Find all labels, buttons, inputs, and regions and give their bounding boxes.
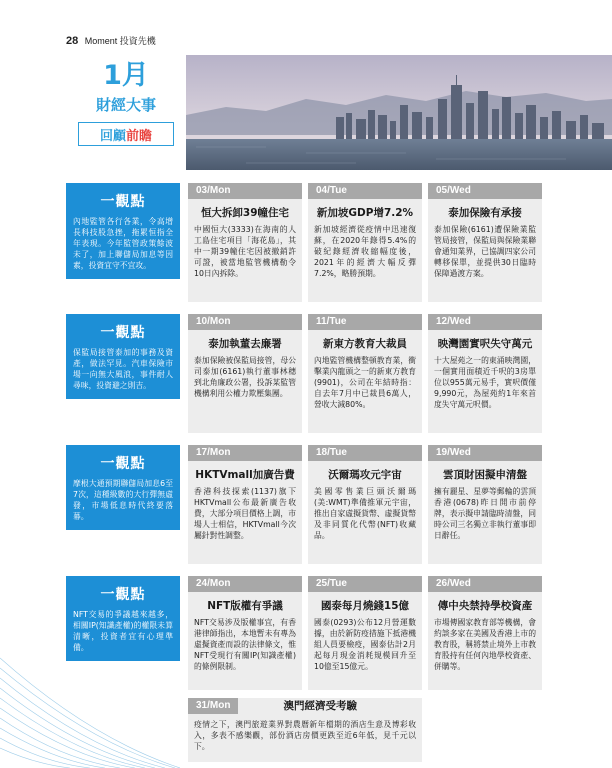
event-title: 雲頂財困擬申清盤 xyxy=(443,469,527,481)
event-card xyxy=(428,445,542,564)
event-date: 24/Mon xyxy=(188,576,302,592)
event-card xyxy=(308,445,422,564)
event-title: 國泰每月燒錢15億 xyxy=(320,600,410,612)
event-text: 內地監管機構整頓教育業，衝擊業內龍頭之一的新東方教育(9901)，公司在年結時指：自去年7月中已裁員6萬人，營收大減80%。 xyxy=(314,356,416,409)
event-card xyxy=(188,183,302,302)
point-box-1 xyxy=(66,183,180,279)
point-text: NFT交易的爭議越來越多，相關IP(知識產權)的權限未算清晰，投資者宜有心理準備。 xyxy=(73,610,173,652)
point-box-3 xyxy=(66,445,180,530)
event-card xyxy=(308,314,422,433)
point-text: 保監局接管泰加的事務及資產，做法罕見。汽車保險市場一向無大風浪，事件耐人尋味，投資避之則吉。 xyxy=(73,348,173,390)
event-title: 映灣園實呎失守萬元 xyxy=(437,338,533,350)
event-date: 04/Tue xyxy=(308,183,422,199)
point-title: 一觀點 xyxy=(100,194,146,210)
event-date: 10/Mon xyxy=(188,314,302,330)
event-date: 26/Wed xyxy=(428,576,542,592)
review-highlight: 前瞻 xyxy=(126,128,153,144)
event-date: 12/Wed xyxy=(428,314,542,330)
point-title: 一觀點 xyxy=(100,325,146,341)
page-number: 28 xyxy=(66,35,79,47)
event-date: 11/Tue xyxy=(308,314,422,330)
event-card xyxy=(428,183,542,302)
event-title: 傳中央禁持學校資產 xyxy=(437,600,533,612)
event-card xyxy=(308,576,422,690)
event-header xyxy=(188,698,422,714)
event-date: 19/Wed xyxy=(428,445,542,461)
event-title: 泰加保險有承接 xyxy=(448,207,522,219)
blue-curved-lines-icon xyxy=(0,618,180,768)
event-text: 美國零售業巨頭沃爾瑪(美:WMT)準備推軍元宇宙，推出自家虛擬貨幣、虛擬貨幣及非同質化代幣(NFT)收藏品。 xyxy=(314,487,416,540)
point-text: 內地監管各行各業，令高增長科技股急挫，拖累恒指全年表現。今年監管政策餘波未了，加上聯儲局加息等因素，投資宜守不宜攻。 xyxy=(73,217,173,270)
event-text: NFT交易涉及版權事宜，有香港律師指出，本地暫未有專為虛擬資產而設的法律條文，惟NFT受現行有關IP(知識產權)的條例限制。 xyxy=(194,618,296,671)
event-text: 疫情之下，澳門旅遊業界對農曆新年檔期的酒店生意及博彩收入，多表不感樂觀，部份酒店房價更跌至近6年低，見千元以下。 xyxy=(194,720,416,751)
event-title: 澳門經濟受考驗 xyxy=(238,698,422,714)
event-text: 泰加保險被保監局接管，母公司泰加(6161)執行董事林穗到北角廉政公署，投訴某監管機構利用公權力欺壓集團。 xyxy=(194,356,296,398)
event-card-wide xyxy=(188,698,422,762)
event-date: 17/Mon xyxy=(188,445,302,461)
point-title: 一觀點 xyxy=(100,456,146,472)
event-text: 十大屋苑之一的東涌映灣園，一個實用面積近千呎的3房單位以955萬元易手，實呎價僅9,990元，為屋苑約1年來首度失守萬元呎價。 xyxy=(434,356,536,409)
event-card xyxy=(188,314,302,433)
month-title: 1月 xyxy=(103,60,149,91)
event-card xyxy=(188,445,302,564)
event-text: 新加坡經濟從疫情中迅速復蘇，在2020年錄得5.4%的破紀錄經濟收縮幅度後，2021年的經濟大幅反彈7.2%，略勝預期。 xyxy=(314,225,416,278)
event-title: 新東方教育大裁員 xyxy=(323,338,407,350)
event-title: NFT版權有爭議 xyxy=(207,600,283,612)
point-box-2 xyxy=(66,314,180,399)
event-text: 香港科技探索(1137)旗下HKTVmall公布最新廣告收費，大部分項目價格上調，市場人士相信，HKTVmall今次屬針對性調整。 xyxy=(194,487,296,540)
event-title: 泰加執董去廉署 xyxy=(208,338,282,350)
event-text: 泰加保險(6161)遭保險業監管局接管，保監局與保險業聯會通知業界，已協調四家公司轉移保單，並提供30日臨時保障過渡方案。 xyxy=(434,225,536,278)
event-text: 國泰(0293)公布12月營運數據，由於新防疫措施下抵港機組人員要檢疫，國泰估計2月起每月現金消耗規模回升至10億至15億元。 xyxy=(314,618,416,671)
event-text: 擁有麗星、星夢等郵輪的雲頂香港(0678)昨日開市前停牌，表示擬申請臨時清盤，同時公司三名獨立非執行董事即日辭任。 xyxy=(434,487,536,540)
event-card xyxy=(428,314,542,433)
magazine-name: Moment 投資先機 xyxy=(84,36,156,46)
event-title: 恒大拆卸39幢住宅 xyxy=(200,207,290,219)
event-card xyxy=(428,576,542,690)
event-text: 市場傳國家教育部等機構，會約談多家在美國及香港上市的教育股，稱將禁止境外上市教育股持有任何內地學校資產、併購等。 xyxy=(434,618,536,671)
event-date: 03/Mon xyxy=(188,183,302,199)
event-date: 18/Tue xyxy=(308,445,422,461)
point-text: 摩根大通預期聯儲局加息6至7次，這種級數的大行彈無虛發，市場低息時代終要落幕。 xyxy=(73,479,173,521)
event-date: 25/Tue xyxy=(308,576,422,592)
review-prefix: 回顧 xyxy=(99,128,126,144)
event-title: HKTVmall加廣告費 xyxy=(195,469,295,481)
event-title: 新加坡GDP增7.2% xyxy=(316,207,414,219)
event-text: 中國恒大(3333)在海南的人工島住宅項目「海花島」，其中一期39幢住宅因被撤銷許可證，被當地監管機構勒令10日內拆除。 xyxy=(194,225,296,278)
review-box xyxy=(78,122,174,146)
event-date: 31/Mon xyxy=(196,700,231,711)
skyline-image xyxy=(186,55,612,170)
event-title: 沃爾瑪攻元宇宙 xyxy=(328,469,402,481)
month-subtitle: 財經大事 xyxy=(95,96,156,114)
event-card xyxy=(188,576,302,690)
page-header xyxy=(66,34,156,47)
event-date: 05/Wed xyxy=(428,183,542,199)
point-title: 一觀點 xyxy=(100,587,146,603)
event-card xyxy=(308,183,422,302)
